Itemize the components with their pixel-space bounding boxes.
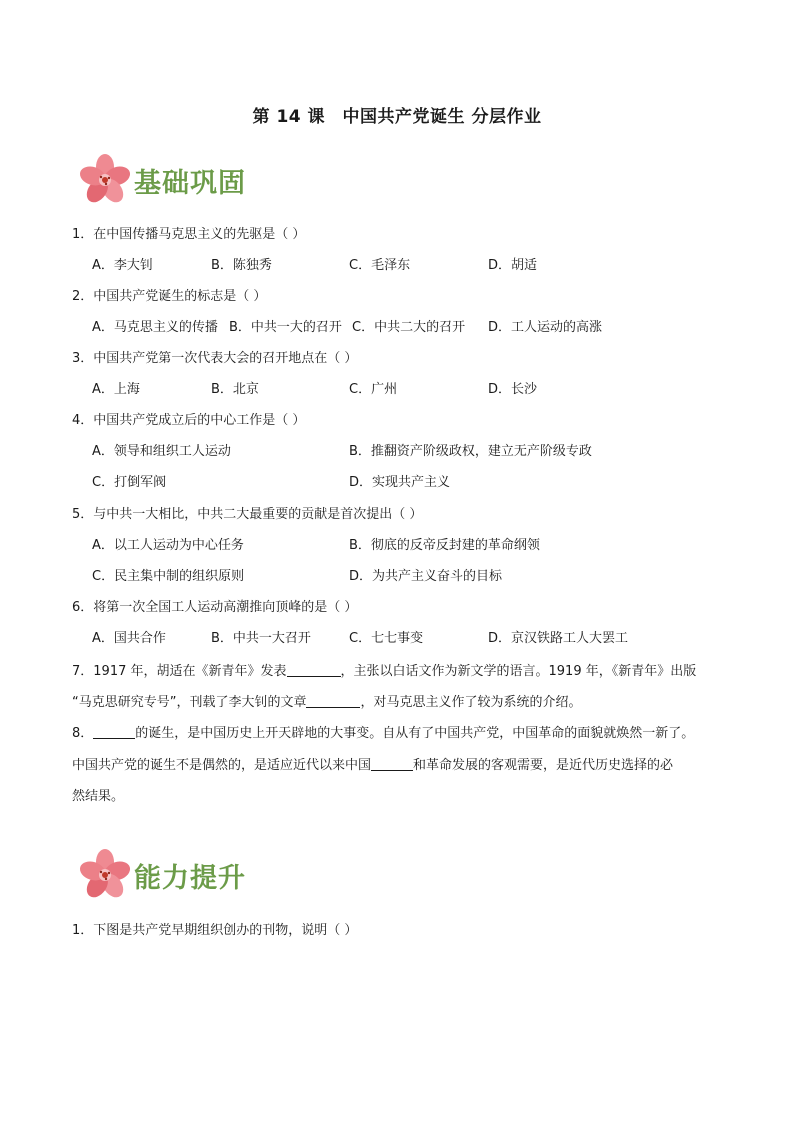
question-8-line-2 [72, 756, 732, 775]
option-d: D．实现共产主义 [349, 475, 451, 490]
flower-icon [74, 845, 136, 905]
answer-blank[interactable] [93, 724, 135, 739]
q8-text: 和革命发展的客观需要，是近代历史选择的必 [413, 758, 674, 773]
option-c: C．民主集中制的组织原则 [92, 569, 245, 584]
option-b: B．中共一大的召开 [229, 320, 342, 335]
question-stem: 3．中国共产党第一次代表大会的召开地点在（ ） [72, 351, 358, 366]
question-8-line-1 [72, 724, 732, 743]
q8-text: 的诞生，是中国历史上开天辟地的大事变。自从有了中国共产党，中国革命的面貌就焕然一新了。 [135, 726, 695, 741]
section-advanced [74, 845, 246, 905]
question-stem: 1．下图是共产党早期组织创办的刊物，说明（ ） [72, 923, 358, 938]
option-b: B．北京 [211, 382, 259, 397]
q7-text: ，主张以白话文作为新文学的语言。1919 年，《新青年》出版 [340, 664, 697, 679]
option-b: B．陈独秀 [211, 258, 272, 273]
answer-blank[interactable] [371, 756, 413, 771]
q7-text: “马克思研究专号”，刊载了李大钊的文章 [72, 695, 307, 710]
option-a: A．以工人运动为中心任务 [92, 538, 244, 553]
question-7-line-1 [72, 662, 732, 681]
section-heading-basic: 基础巩固 [134, 167, 246, 199]
option-d: D．长沙 [488, 382, 538, 397]
option-b: B．彻底的反帝反封建的革命纲领 [349, 538, 540, 553]
section-basic [74, 150, 246, 210]
option-c: C．广州 [349, 382, 398, 397]
option-d: D．为共产主义奋斗的目标 [349, 569, 503, 584]
option-a: A．马克思主义的传播 [92, 320, 218, 335]
question-8-line-3 [72, 788, 732, 806]
option-a: A．上海 [92, 382, 140, 397]
question-stem: 1．在中国传播马克思主义的先驱是（ ） [72, 227, 306, 242]
question-stem: 5．与中共一大相比，中共二大最重要的贡献是首次提出（ ） [72, 507, 423, 522]
option-c: C．七七事变 [349, 631, 424, 646]
option-c: C．毛泽东 [349, 258, 411, 273]
option-a: A．李大钊 [92, 258, 153, 273]
option-d: D．工人运动的高涨 [488, 320, 603, 335]
option-d: D．胡适 [488, 258, 538, 273]
option-b: B．推翻资产阶级政权，建立无产阶级专政 [349, 444, 592, 459]
option-d: D．京汉铁路工人大罢工 [488, 631, 629, 646]
flower-icon [74, 150, 136, 210]
option-c: C．打倒军阀 [92, 475, 167, 490]
section-heading-advanced: 能力提升 [134, 862, 246, 894]
option-a: A．领导和组织工人运动 [92, 444, 231, 459]
answer-blank[interactable] [306, 693, 360, 708]
question-stem: 6．将第一次全国工人运动高潮推向顶峰的是（ ） [72, 600, 358, 615]
question-stem: 4．中国共产党成立后的中心工作是（ ） [72, 413, 306, 428]
q7-text: ，对马克思主义作了较为系统的介绍。 [360, 695, 582, 710]
option-c: C．中共二大的召开 [352, 320, 466, 335]
q8-text: 8． [72, 726, 94, 741]
page-title: 第 14 课 中国共产党诞生 分层作业 [252, 107, 542, 127]
q8-text: 然结果。 [72, 789, 125, 804]
q7-text: 7．1917 年，胡适在《新青年》发表 [72, 664, 287, 679]
option-a: A．国共合作 [92, 631, 166, 646]
q8-text: 中国共产党的诞生不是偶然的，是适应近代以来中国 [72, 758, 372, 773]
option-b: B．中共一大召开 [211, 631, 311, 646]
question-7-line-2 [72, 693, 732, 712]
question-stem: 2．中国共产党诞生的标志是（ ） [72, 289, 267, 304]
answer-blank[interactable] [287, 662, 341, 677]
